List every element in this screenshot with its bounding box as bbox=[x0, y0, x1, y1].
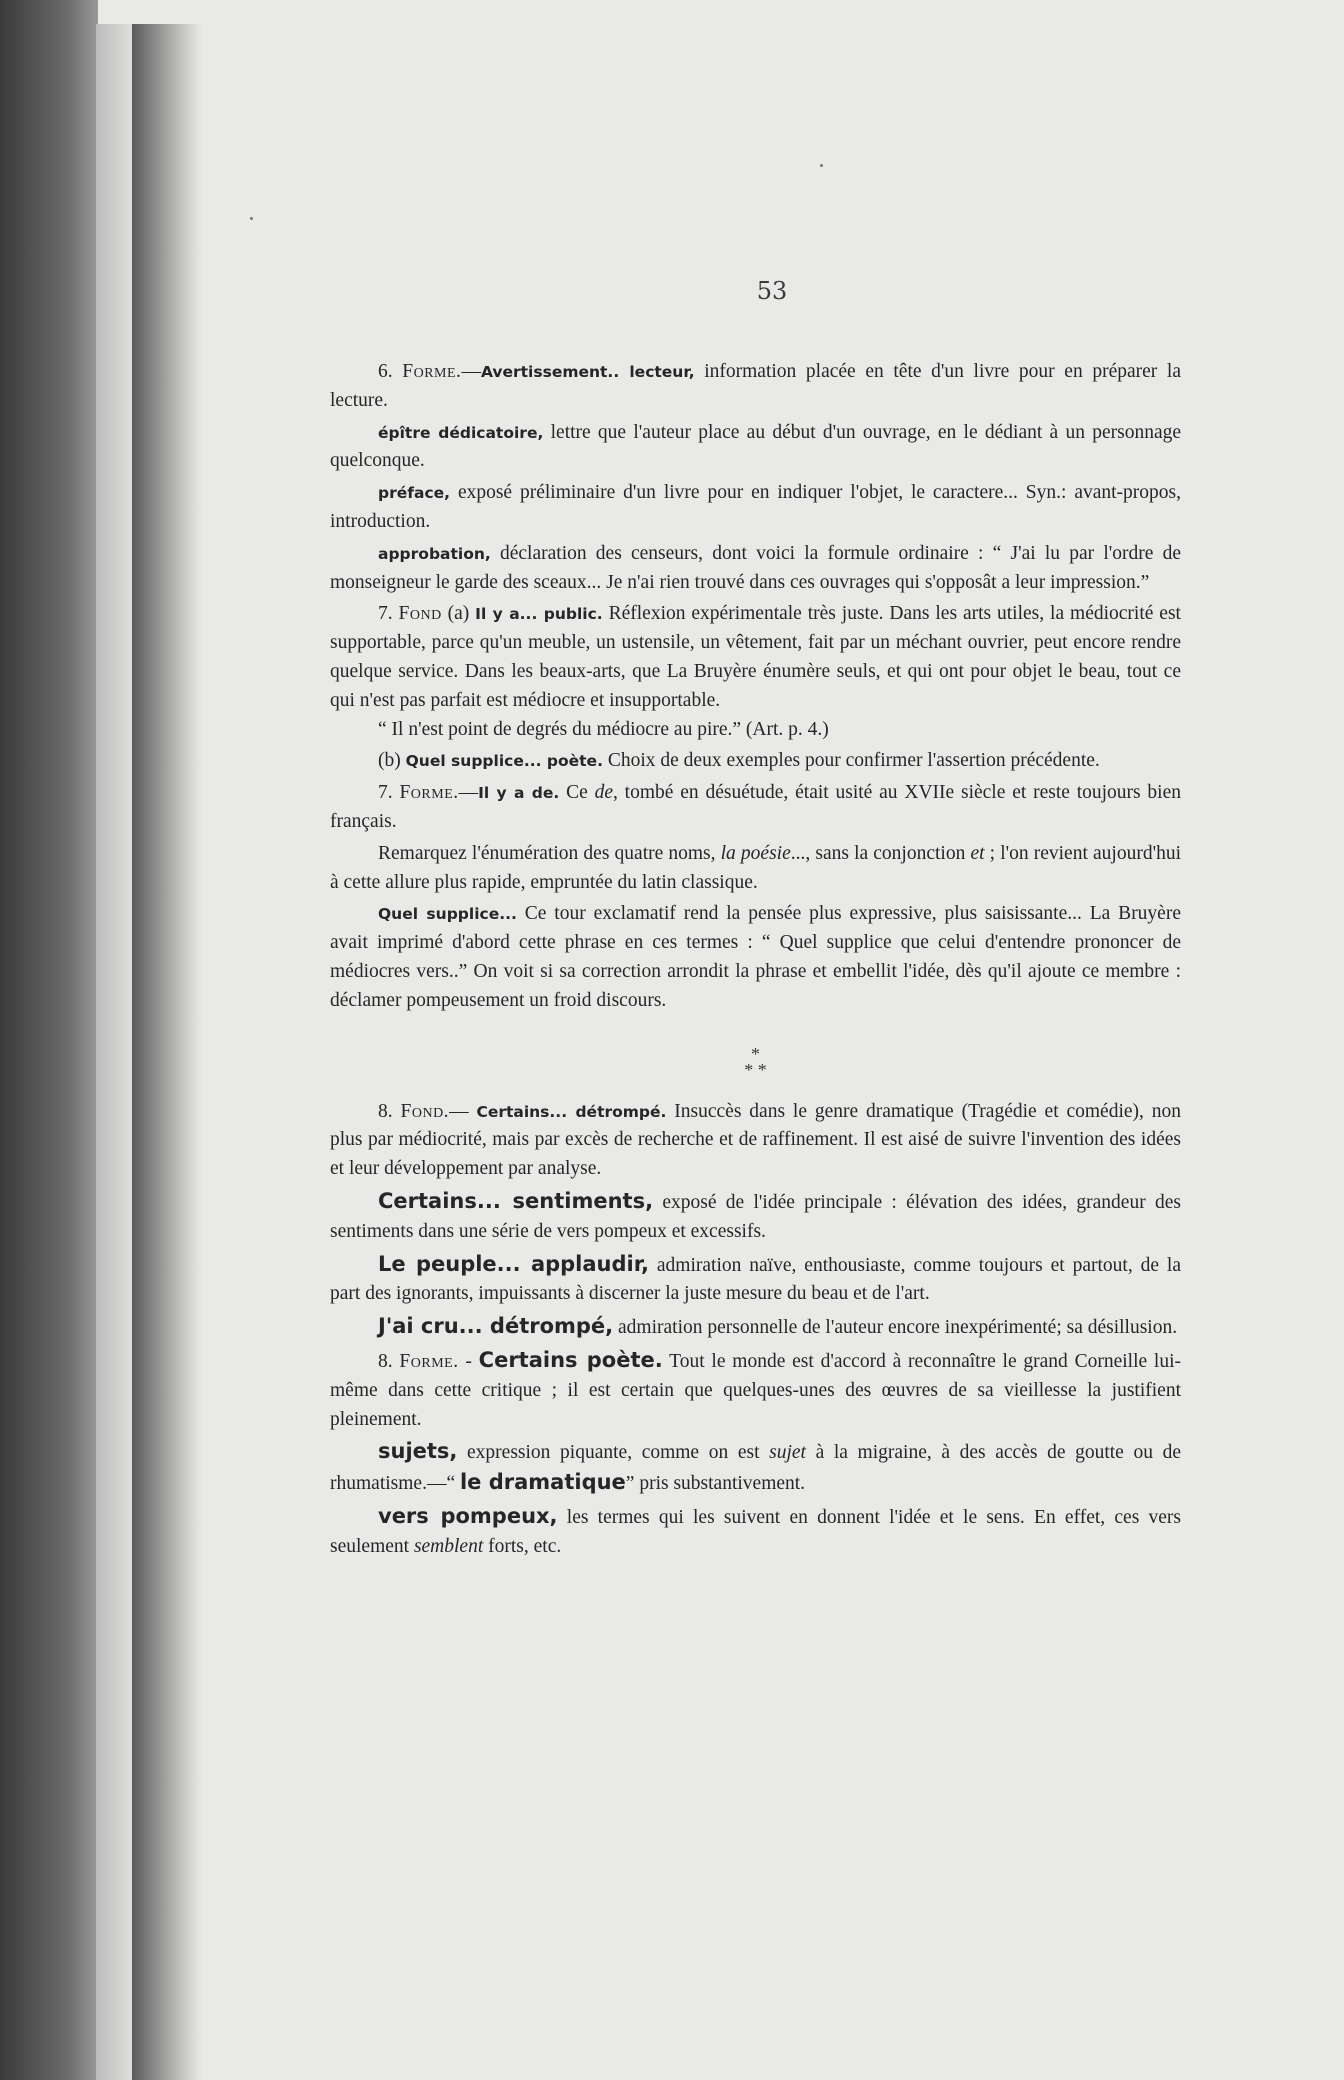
text-run: 7. bbox=[378, 603, 399, 625]
emphasis: et bbox=[970, 842, 985, 864]
text-run: ..., sans la conjonction bbox=[790, 842, 971, 864]
keyword: Avertissement.. lecteur, bbox=[480, 363, 695, 381]
text-run: (b) bbox=[378, 750, 406, 772]
section-separator bbox=[330, 1043, 1181, 1080]
keyword: approbation, bbox=[378, 544, 491, 563]
text-run: “ Il n'est point de degrés du médiocre au pire.” (Art. p. 4.) bbox=[378, 718, 829, 740]
emphasis: la poésie bbox=[720, 842, 791, 864]
paragraph bbox=[330, 747, 1181, 776]
keyword: J'ai cru... détrompé, bbox=[378, 1314, 614, 1339]
paragraph bbox=[330, 419, 1181, 477]
paragraph bbox=[330, 900, 1181, 1015]
text-run: Remarquez l'énumération des quatre noms, bbox=[378, 842, 721, 864]
text-run: Ce bbox=[559, 782, 595, 804]
text-run: exposé préliminaire d'un livre pour en indiquer l'objet, le caractere... Syn.: avant-propos, introduction. bbox=[330, 482, 1181, 532]
text-run: (a) bbox=[441, 603, 476, 625]
text-run: exposé de l'idée principale : élévation des idées, grandeur des sentiments dans une série de vers pompeux et excessifs. bbox=[330, 1191, 1181, 1242]
paragraph bbox=[330, 1312, 1181, 1343]
text-run: Tout le monde est d'accord à reconnaître le grand Corneille lui-même dans cette critique ; il est certain que quelques-unes des œuvres de sa vieillesse la justifient pleinement. bbox=[330, 1350, 1182, 1430]
text-run: 8. bbox=[378, 1100, 401, 1122]
paragraph bbox=[330, 1098, 1181, 1184]
paragraph bbox=[330, 1187, 1181, 1247]
keyword: épître dédicatoire, bbox=[378, 423, 544, 442]
paragraph bbox=[330, 1250, 1181, 1310]
page-number: 53 bbox=[756, 277, 788, 305]
paragraph bbox=[330, 840, 1181, 898]
book-page bbox=[200, 24, 1344, 2080]
text-run: admiration naïve, enthousiaste, comme toujours et partout, de la part des ignorants, impuissants à discerner la juste mesure du beau et de l'art. bbox=[330, 1254, 1181, 1305]
text-run: forts, etc. bbox=[483, 1535, 562, 1557]
keyword: Il y a de. bbox=[478, 784, 560, 803]
separator-stars-bottom: * * bbox=[744, 1059, 767, 1080]
text-run: ; l'on revient aujourd'hui à cette allure plus rapide, empruntée du latin classique. bbox=[330, 842, 1181, 893]
paragraph bbox=[330, 716, 1181, 745]
section-label: Forme. bbox=[399, 782, 459, 804]
keyword: Certains... sentiments, bbox=[378, 1188, 654, 1213]
text-run: - bbox=[458, 1350, 479, 1372]
text-run: à la migraine, à des accès de goutte ou de rhumatisme.—“ bbox=[330, 1442, 1181, 1495]
section-label: Fond bbox=[398, 603, 442, 625]
separator-star-top: * bbox=[751, 1043, 760, 1064]
section-label: Forme. bbox=[402, 361, 462, 382]
text-run: déclaration des censeurs, dont voici la formule ordinaire : “ J'ai lu par l'ordre de monseigneur le garde des sceaux... Je n'ai rien trouvé dans ces ouvrages qui s'opposât a leur impression.” bbox=[330, 542, 1181, 593]
book-edge bbox=[0, 0, 98, 2080]
text-run: 7. bbox=[378, 782, 400, 804]
page-text bbox=[330, 358, 1181, 1561]
speck bbox=[820, 164, 823, 167]
text-run: les termes qui les suivent en donnent l'idée et le sens. En effet, ces vers seulement bbox=[330, 1506, 1181, 1557]
speck bbox=[250, 217, 253, 220]
text-run: lettre que l'auteur place au début d'un ouvrage, en le dédiant à un personnage quelconque. bbox=[330, 421, 1181, 472]
paragraph bbox=[330, 779, 1181, 837]
keyword: préface, bbox=[378, 484, 451, 503]
keyword: Quel supplice... poète. bbox=[405, 752, 603, 771]
paragraph bbox=[330, 600, 1181, 715]
emphasis: sujet bbox=[769, 1442, 806, 1464]
section-label: Forme. bbox=[399, 1350, 459, 1372]
paragraph bbox=[330, 1437, 1181, 1499]
text-run: admiration personnelle de l'auteur encore inexpérimenté; sa désillusion. bbox=[613, 1317, 1178, 1339]
paragraph bbox=[330, 1502, 1181, 1562]
emphasis: de bbox=[594, 782, 613, 804]
paragraph bbox=[330, 358, 1181, 416]
text-run: Réflexion expérimentale très juste. Dans les arts utiles, la médiocrité est supportable, parce qu'un meuble, un ustensile, un vêtement, fait par un méchant ouvrier, peut encore rendre quelque service. Dans les beaux-arts, que La Bruyère énumère seuls, et qui ont pour objet le beau, tout ce qui n'est pas parfait est médiocre et insupportable. bbox=[330, 603, 1181, 711]
keyword: Quel supplice... bbox=[378, 905, 517, 924]
keyword: Certains poète. bbox=[478, 1347, 663, 1372]
text-run: — bbox=[449, 1100, 477, 1122]
keyword: Certains... détrompé. bbox=[476, 1102, 667, 1121]
keyword: Il y a... public. bbox=[475, 605, 603, 624]
text-run: Insuccès dans le genre dramatique (Tragédie et comédie), non plus par médiocrité, mais par excès de recherche et de raffinement. Il est aisé de suivre l'invention des idées et leur développement par analyse. bbox=[330, 1100, 1182, 1180]
text-run: Ce tour exclamatif rend la pensée plus expressive, plus saisissante... La Bruyère avait imprimé d'abord cette phrase en ces termes : “ Quel supplice que celui d'entendre prononcer de médiocres vers..” On voit si sa correction arrondit la phrase et embellit l'idée, dès qu'il ajoute ce membre : déclamer pompeusement un froid discours. bbox=[330, 903, 1181, 1011]
keyword: Le peuple... applaudir, bbox=[378, 1251, 649, 1276]
text-run: 6. bbox=[378, 361, 403, 382]
paragraph bbox=[330, 540, 1181, 598]
text-run: — bbox=[461, 361, 481, 382]
gutter-shadow bbox=[132, 24, 202, 2080]
text-run: information placée en tête d'un livre pour en préparer la lecture. bbox=[330, 361, 1181, 411]
text-run: ” pris substantivement. bbox=[625, 1473, 806, 1495]
paragraph bbox=[330, 1346, 1181, 1434]
text-run: 8. bbox=[378, 1350, 400, 1372]
section-label: Fond. bbox=[400, 1100, 450, 1122]
text-run: , tombé en désuétude, était usité au XVIIe siècle et reste toujours bien français. bbox=[330, 782, 1182, 832]
book-spine bbox=[96, 24, 132, 2080]
keyword: sujets, bbox=[378, 1439, 458, 1464]
keyword: vers pompeux, bbox=[378, 1503, 558, 1528]
text-run: expression piquante, comme on est bbox=[457, 1442, 770, 1464]
keyword: le dramatique bbox=[459, 1470, 626, 1495]
text-run: — bbox=[458, 782, 479, 804]
paragraph bbox=[330, 479, 1181, 537]
text-run: Choix de deux exemples pour confirmer l'assertion précédente. bbox=[602, 750, 1100, 772]
emphasis: semblent bbox=[413, 1535, 484, 1557]
